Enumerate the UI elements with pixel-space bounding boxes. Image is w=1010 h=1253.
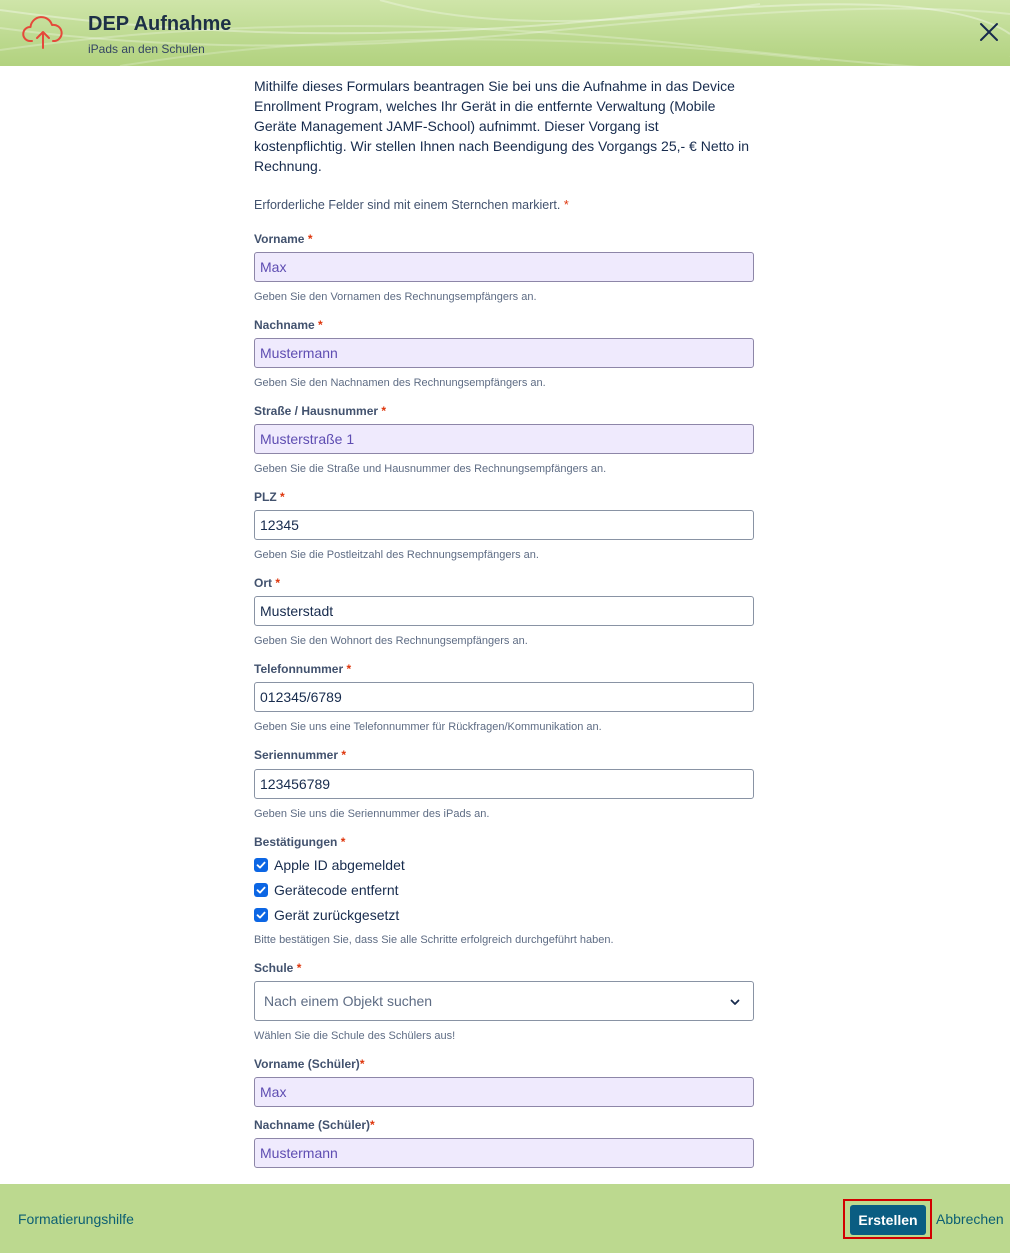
- schule-label: Schule *: [254, 961, 302, 975]
- plz-input[interactable]: [254, 510, 754, 540]
- vorname-input[interactable]: [254, 252, 754, 282]
- form-content: [254, 66, 754, 1184]
- ort-help: Geben Sie den Wohnort des Rechnungsempfängers an.: [254, 635, 528, 647]
- close-icon[interactable]: [978, 21, 1000, 43]
- seriennummer-input[interactable]: [254, 769, 754, 799]
- nachname-schueler-input[interactable]: [254, 1138, 754, 1168]
- checkbox-label: Gerätecode entfernt: [274, 882, 399, 898]
- checkbox-zurueckgesetzt[interactable]: [254, 905, 399, 925]
- vorname-help: Geben Sie den Vornamen des Rechnungsempfängers an.: [254, 291, 537, 303]
- strasse-label: Straße / Hausnummer *: [254, 404, 387, 418]
- ort-label: Ort *: [254, 576, 281, 590]
- vorname-label: Vorname *: [254, 232, 313, 246]
- chevron-down-icon: [729, 996, 741, 1008]
- seriennummer-label: Seriennummer *: [254, 748, 347, 762]
- required-note: Erforderliche Felder sind mit einem Sternchen markiert. *: [254, 198, 569, 212]
- checkbox-geraetecode[interactable]: [254, 880, 399, 900]
- plz-help: Geben Sie die Postleitzahl des Rechnungsempfängers an.: [254, 549, 539, 561]
- checkbox-checked-icon[interactable]: [254, 883, 268, 897]
- checkbox-checked-icon[interactable]: [254, 858, 268, 872]
- strasse-input[interactable]: [254, 424, 754, 454]
- seriennummer-help: Geben Sie uns die Seriennummer des iPads an.: [254, 808, 490, 820]
- checkbox-apple-id[interactable]: [254, 855, 405, 875]
- telefon-help: Geben Sie uns eine Telefonnummer für Rückfragen/Kommunikation an.: [254, 721, 602, 733]
- dialog-subtitle: iPads an den Schulen: [88, 42, 205, 56]
- dialog-footer: [0, 1184, 1010, 1253]
- ort-input[interactable]: [254, 596, 754, 626]
- plz-label: PLZ *: [254, 490, 285, 504]
- formatting-help-link[interactable]: Formatierungshilfe: [18, 1211, 134, 1227]
- schule-placeholder: Nach einem Objekt suchen: [264, 993, 433, 1009]
- bestaetigungen-label: Bestätigungen *: [254, 835, 346, 849]
- vorname-schueler-input[interactable]: [254, 1077, 754, 1107]
- vorname-schueler-label: Vorname (Schüler)*: [254, 1057, 365, 1071]
- checkbox-label: Apple ID abgemeldet: [274, 857, 405, 873]
- dialog-header: [0, 0, 1010, 66]
- checkbox-label: Gerät zurückgesetzt: [274, 907, 400, 923]
- nachname-schueler-label: Nachname (Schüler)*: [254, 1118, 375, 1132]
- telefon-label: Telefonnummer *: [254, 662, 352, 676]
- nachname-input[interactable]: [254, 338, 754, 368]
- strasse-help: Geben Sie die Straße und Hausnummer des Rechnungsempfängers an.: [254, 463, 607, 475]
- schule-select[interactable]: [254, 981, 754, 1021]
- intro-text: Mithilfe dieses Formulars beantragen Sie bei uns die Aufnahme in das Device Enrollment Program, welches Ihr Gerät in die entfernte Verwaltung (Mobile Geräte Management JAMF-School) aufnimmt. Dieser Vorgang ist kostenpflichtig. Wir stellen Ihnen nach Beendigung des Vorgangs 25,- € Netto in Rechnung.: [254, 78, 749, 174]
- nachname-help: Geben Sie den Nachnamen des Rechnungsempfängers an.: [254, 377, 546, 389]
- checkbox-checked-icon[interactable]: [254, 908, 268, 922]
- cloud-upload-icon: [22, 14, 64, 50]
- cancel-link[interactable]: Abbrechen: [936, 1211, 1004, 1227]
- telefon-input[interactable]: [254, 682, 754, 712]
- submit-button[interactable]: Erstellen: [850, 1205, 926, 1235]
- nachname-label: Nachname *: [254, 318, 323, 332]
- schule-help: Wählen Sie die Schule des Schülers aus!: [254, 1030, 456, 1042]
- bestaetigungen-help: Bitte bestätigen Sie, dass Sie alle Schritte erfolgreich durchgeführt haben.: [254, 934, 614, 946]
- dialog-title: DEP Aufnahme: [88, 13, 232, 35]
